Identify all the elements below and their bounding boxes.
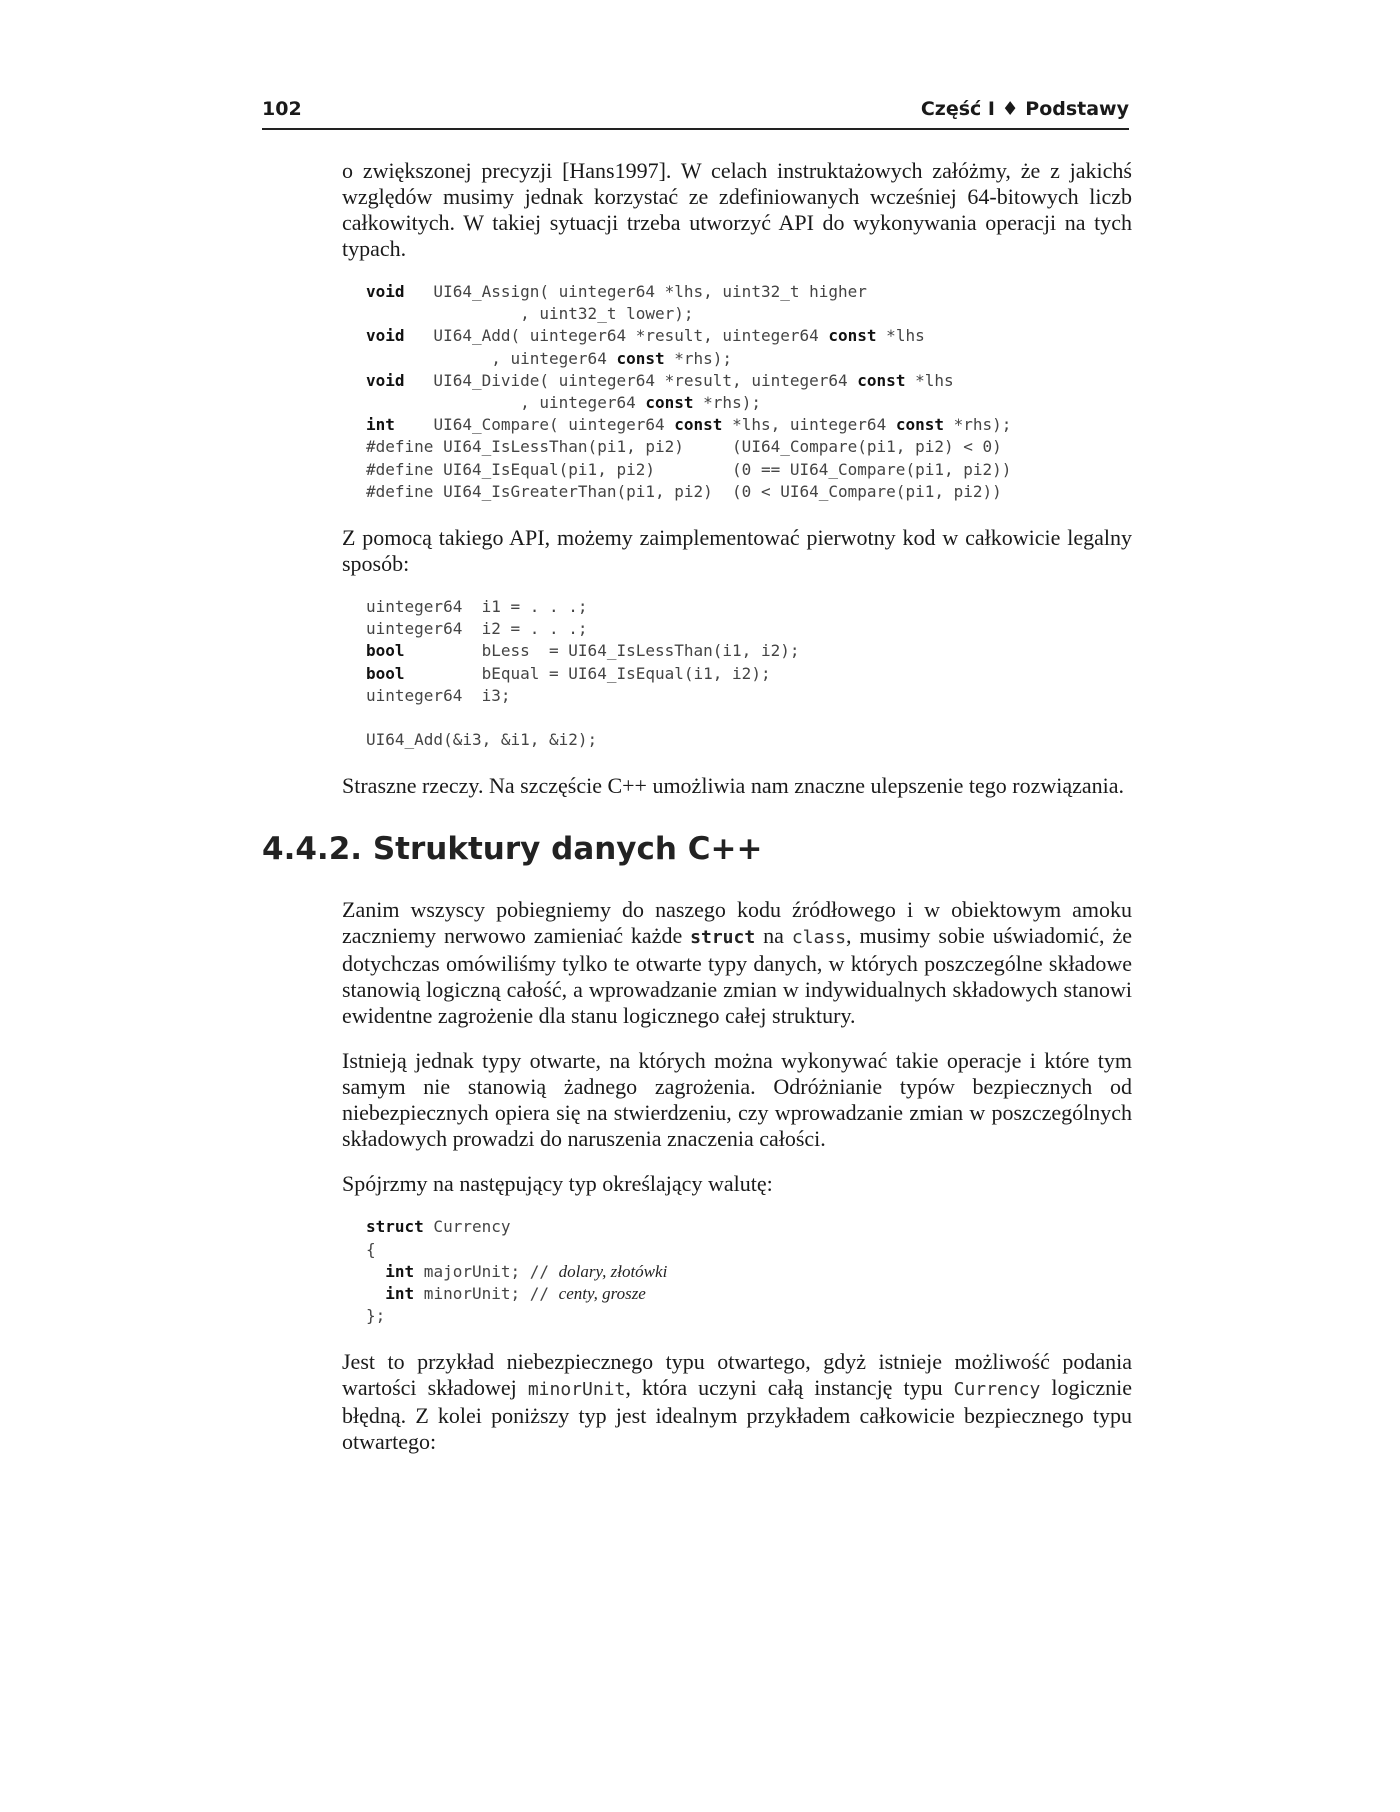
code-text: uinteger64 i1 = . . .; — [366, 597, 588, 617]
code-text: { — [366, 1239, 376, 1259]
code-text: bEqual = UI64_IsEqual(i1, i2); — [404, 663, 771, 683]
section-heading: 4.4.2. Struktury danych C++ — [262, 831, 763, 868]
code-keyword: const — [674, 415, 723, 435]
paragraph-currency-intro: Spójrzmy na następujący typ określający walutę: — [342, 1171, 773, 1197]
code-keyword: int — [385, 1261, 415, 1281]
code-comment: centy, grosze — [558, 1284, 646, 1304]
text-run: logicznie błędną. Z kolei poniższy typ jest idealnym przykładem całkowicie bezpiecznego typu otwartego: — [342, 1375, 1132, 1455]
code-keyword: const — [616, 348, 665, 368]
code-text: , uint32_t lower); — [366, 304, 694, 324]
paragraph-intro: o zwiększonej precyzji [Hans1997]. W celach instruktażowych załóżmy, że z jakichś względów musimy jednak korzystać ze zdefiniowanych wcześniej 64-bitowych liczb całkowitych. W takiej sytuacji trzeba utworzyć API do wykonywania operacji na tych typach. — [342, 158, 1132, 261]
code-keyword: void — [366, 326, 405, 346]
code-text: UI64_Add( uinteger64 *result, uinteger64 — [404, 326, 829, 346]
code-keyword: const — [895, 415, 944, 435]
running-title: Część I ♦ Podstawy — [920, 98, 1129, 120]
code-keyword: bool — [366, 641, 405, 661]
code-keyword: const — [828, 326, 877, 346]
code-text: *lhs, uinteger64 — [722, 415, 896, 435]
page-content — [262, 158, 1132, 1474]
code-text: majorUnit; // — [414, 1261, 559, 1281]
inline-code: struct — [690, 927, 756, 949]
paragraph-api-usage: Z pomocą takiego API, możemy zaimplementować pierwotny kod w całkowicie legalny sposób: — [342, 525, 1132, 577]
code-comment: dolary, złotówki — [558, 1261, 668, 1281]
text-run: Jest to przykład niebezpiecznego typu otwartego, gdyż istnieje możliwość podania wartości składowej — [342, 1349, 1132, 1401]
code-keyword: const — [857, 370, 906, 390]
code-text: }; — [366, 1306, 386, 1326]
code-text: *lhs — [876, 326, 925, 346]
code-text: uinteger64 i3; — [366, 685, 511, 705]
text-run: na — [755, 923, 792, 949]
code-keyword: void — [366, 282, 405, 301]
code-text: uinteger64 i2 = . . .; — [366, 619, 588, 639]
page-header — [262, 98, 1129, 130]
inline-code: Currency — [953, 1379, 1041, 1401]
code-keyword: int — [385, 1284, 415, 1304]
paragraph-safe-types: Istnieją jednak typy otwarte, na których można wykonywać takie operacje i które tym samym nie stanowią żadnego zagrożenia. Odróżnianie typów bezpiecznych od niebezpiecznych opiera się na stwierdzeniu, czy wprowadzanie zmian w poszczególnych składowych prowadzi do naruszenia znaczenia całości. — [342, 1048, 1132, 1152]
code-text: UI64_Assign( uinteger64 *lhs, uint32_t higher — [404, 282, 867, 301]
code-text: *rhs); — [693, 393, 761, 413]
text-run: , musimy sobie uświadomić, że dotychczas omówiliśmy tylko te otwarte typy danych, w których poszczególne składowe stanowią logiczną całość, a wprowadzanie zmian w indywidualnych składowych stanowi ewidentne zagrożenie dla stanu logicznego całej struktury. — [342, 923, 1132, 1029]
code-text: bLess = UI64_IsLessThan(i1, i2); — [404, 641, 800, 661]
code-indent — [366, 1262, 385, 1281]
code-text: minorUnit; // — [414, 1284, 559, 1304]
code-text: #define UI64_IsEqual(pi1, pi2) (0 == UI64_Compare(pi1, pi2)) — [366, 459, 1012, 479]
code-indent — [366, 1284, 385, 1303]
code-block-struct — [366, 1216, 1132, 1327]
code-text: *rhs); — [664, 348, 733, 368]
code-text: Currency — [423, 1217, 511, 1237]
code-text: *lhs — [905, 370, 954, 390]
code-keyword: struct — [366, 1217, 424, 1237]
paragraph-scary: Straszne rzeczy. Na szczęście C++ umożliwia nam znaczne ulepszenie tego rozwiązania. — [342, 773, 1124, 799]
paragraph-currency-unsafe — [342, 1349, 1132, 1455]
code-keyword: void — [366, 370, 405, 390]
code-text: UI64_Add(&i3, &i1, &i2); — [366, 730, 598, 750]
page-number: 102 — [262, 98, 302, 120]
text-run: Zanim wszyscy pobiegniemy do naszego kodu źródłowego i w obiektowym amoku zaczniemy nerwowo zamieniać każde — [342, 897, 1132, 949]
code-text: UI64_Divide( uinteger64 *result, uinteger64 — [404, 370, 858, 390]
code-text: , uinteger64 — [366, 348, 617, 368]
code-block-api — [366, 281, 1132, 503]
code-text: , uinteger64 — [366, 393, 646, 413]
text-run: , która uczyni całą instancję typu — [625, 1375, 954, 1401]
paragraph-struct-intro — [342, 897, 1132, 1029]
code-block-usage — [366, 596, 1132, 751]
code-keyword: const — [645, 393, 694, 413]
inline-code: minorUnit — [527, 1379, 626, 1401]
code-text: *rhs); — [944, 415, 1012, 435]
code-text: UI64_Compare( uinteger64 — [394, 415, 675, 435]
inline-code: class — [791, 927, 847, 949]
code-text: #define UI64_IsGreaterThan(pi1, pi2) (0 < UI64_Compare(pi1, pi2)) — [366, 481, 1002, 501]
code-keyword: bool — [366, 663, 405, 683]
code-keyword: int — [366, 415, 395, 435]
code-text: #define UI64_IsLessThan(pi1, pi2) (UI64_Compare(pi1, pi2) < 0) — [366, 437, 1002, 457]
